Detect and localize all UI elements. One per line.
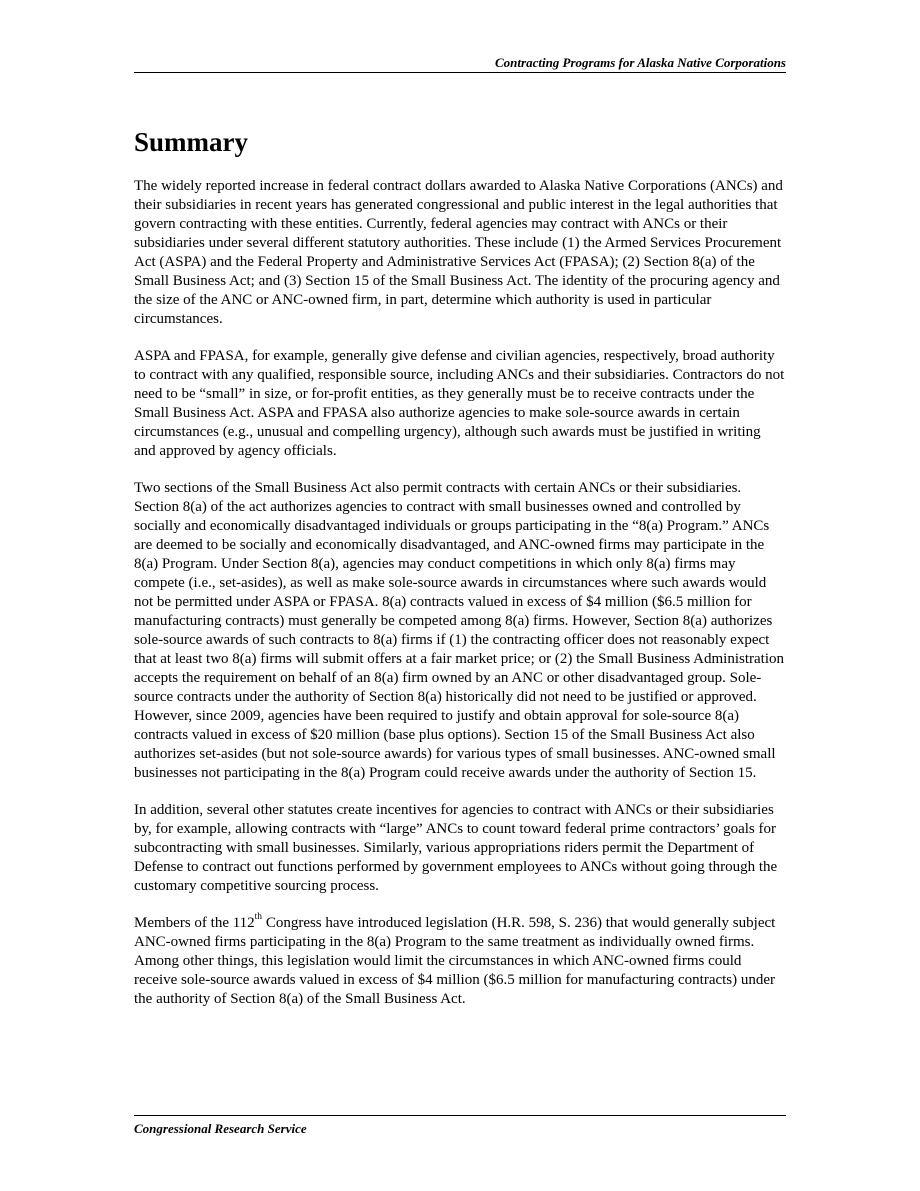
paragraph-3: Two sections of the Small Business Act also permit contracts with certain ANCs or their subsidiaries. Section 8(a) of the act authorizes agencies to contract with small businesses owned and controlled by socially and economically disadvantaged individuals or groups participating in the “8(a) Program.” ANCs are deemed to be socially and economically disadvantaged, and ANC-owned firms may participate in the 8(a) Program. Under Section 8(a), agencies may conduct competitions in which only 8(a) firms may compete (i.e., set-asides), as well as make sole-source awards in circumstances where such awards would not be permitted under ASPA or FPASA. 8(a) contracts valued in excess of $4 million ($6.5 million for manufacturing contracts) must generally be competed among 8(a) firms. However, Section 8(a) authorizes sole-source awards of such contracts to 8(a) firms if (1) the contracting officer does not reasonably expect that at least two 8(a) firms will submit offers at a fair market price; or (2) the Small Business Administration accepts the requirement on behalf of an 8(a) firm owned by an ANC or other disadvantaged group. Sole-source contracts under the authority of Section 8(a) historically did not need to be justified or approved. However, since 2009, agencies have been required to justify and obtain approval for sole-source 8(a) contracts valued in excess of $20 million (base plus options). Section 15 of the Small Business Act also authorizes set-asides (but not sole-source awards) for various types of small businesses. ANC-owned small businesses not participating in the 8(a) Program could receive awards under the authority of Section 15. <box>134 480 784 781</box>
running-footer: Congressional Research Service <box>134 1121 307 1136</box>
page-title: Summary <box>134 127 248 157</box>
paragraph-1: The widely reported increase in federal contract dollars awarded to Alaska Native Corporations (ANCs) and their subsidiaries in recent years has generated congressional and public interest in the legal authorities that govern contracting with these entities. Currently, federal agencies may contract with ANCs or their subsidiaries under several different statutory authorities. These include (1) the Armed Services Procurement Act (ASPA) and the Federal Property and Administrative Services Act (FPASA); (2) Section 8(a) of the Small Business Act; and (3) Section 15 of the Small Business Act. The identity of the procuring agency and the size of the ANC or ANC-owned firm, in part, determine which authority is used in particular circumstances. <box>134 178 783 327</box>
footer-rule <box>134 1115 786 1116</box>
header-rule <box>134 72 786 73</box>
running-header: Contracting Programs for Alaska Native Corporations <box>495 55 786 70</box>
summary-body <box>134 177 786 1027</box>
paragraph-4: In addition, several other statutes create incentives for agencies to contract with ANCs or their subsidiaries by, for example, allowing contracts with “large” ANCs to count toward federal prime contractors’ goals for subcontracting with small businesses. Similarly, various appropriations riders permit the Department of Defense to contract out functions performed by government employees to ANCs without going through the customary competitive sourcing process. <box>134 802 778 894</box>
paragraph-5-lead: Members of the 112 <box>134 915 255 931</box>
ordinal-superscript: th <box>254 912 263 922</box>
paragraph-2: ASPA and FPASA, for example, generally give defense and civilian agencies, respectively, broad authority to contract with any qualified, responsible source, including ANCs and their subsidiaries. Contractors do not need to be “small” in size, or for-profit entities, as they generally must be to receive contracts under the Small Business Act. ASPA and FPASA also authorize agencies to make sole-source awards in certain circumstances (e.g., unusual and compelling urgency), although such awards must be justified in writing and approved by agency officials. <box>134 348 785 459</box>
paragraph-5 <box>134 914 786 1009</box>
paragraph-5-rest: Congress have introduced legislation (H.R. 598, S. 236) that would generally subject ANC-owned firms participating in the 8(a) Program to the same treatment as individually owned firms. Among other things, this legislation would limit the circumstances in which ANC-owned firms could receive sole-source awards valued in excess of $4 million ($6.5 million for manufacturing contracts) under the authority of Section 8(a) of the Small Business Act. <box>134 915 776 1007</box>
